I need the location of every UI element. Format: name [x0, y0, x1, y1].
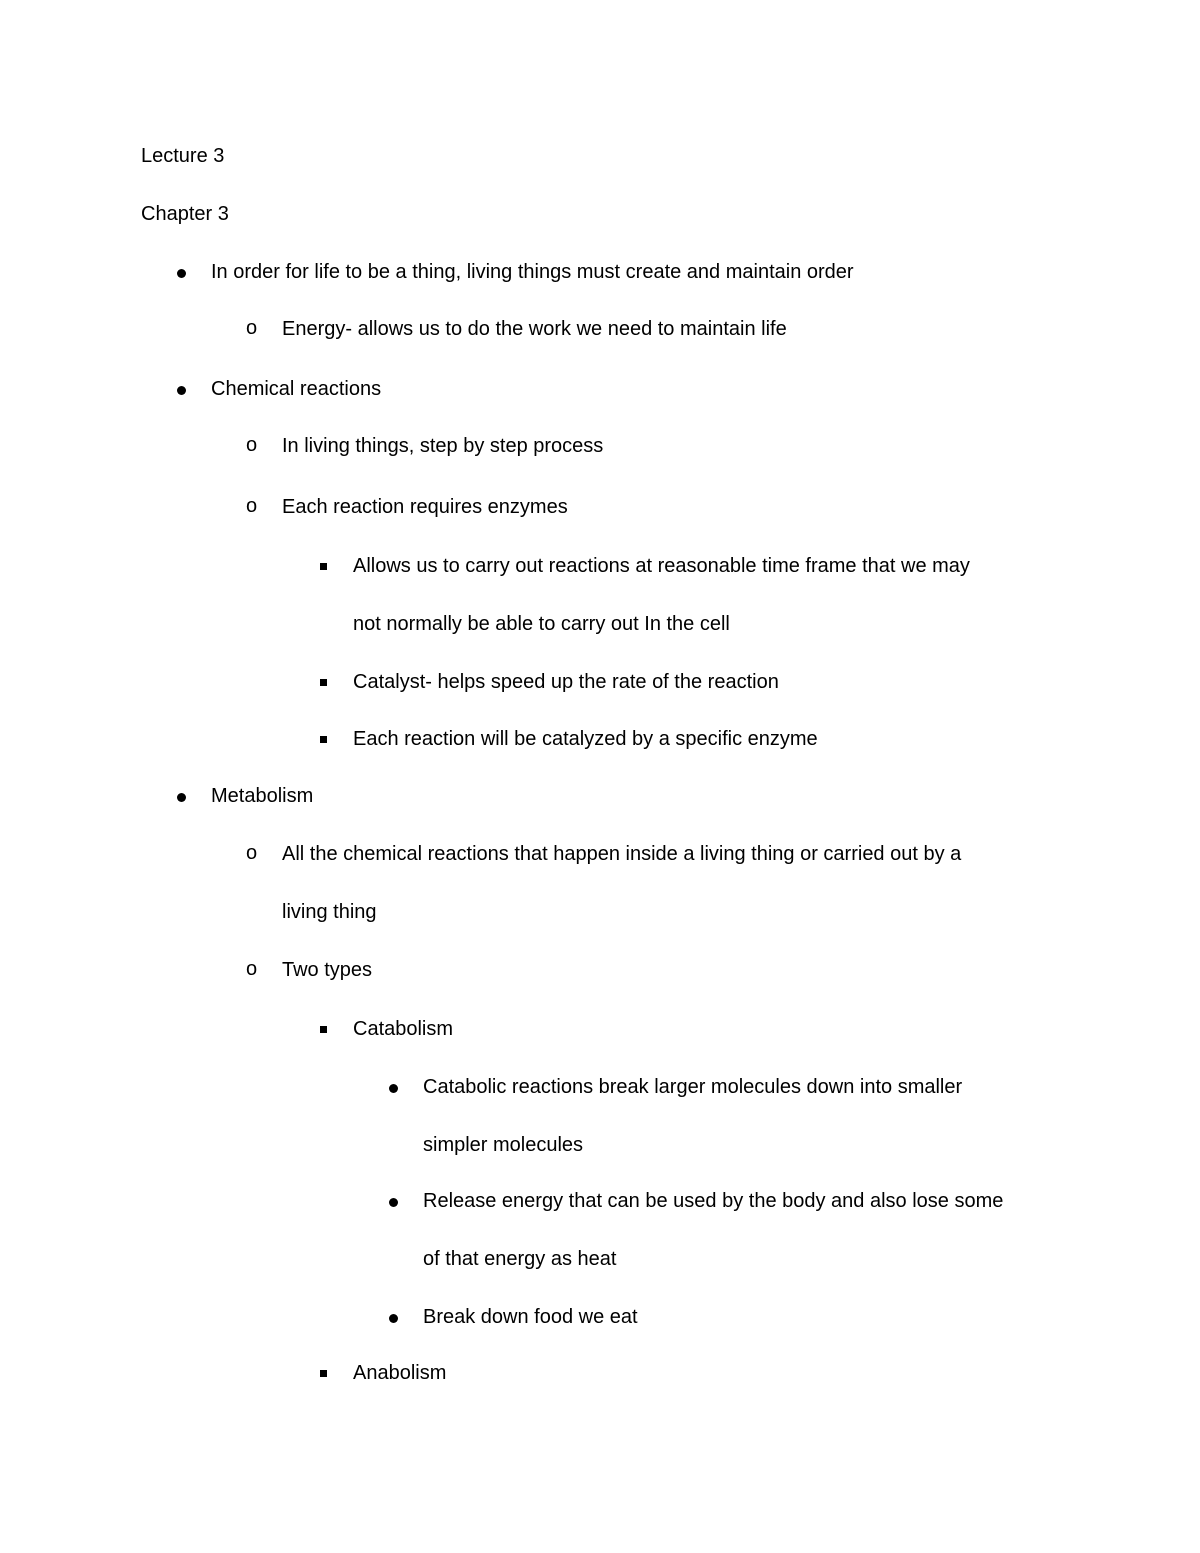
list-item: Release energy that can be used by the body and also lose some [423, 1190, 1004, 1212]
list-item-continuation: living thing [282, 901, 377, 923]
bullet-square-icon [320, 679, 327, 686]
list-item: Each reaction requires enzymes [282, 496, 568, 518]
bullet-square-icon [320, 1026, 327, 1033]
list-item: Catabolic reactions break larger molecules down into smaller [423, 1076, 963, 1098]
bullet-square-icon [320, 1370, 327, 1377]
list-item: Anabolism [353, 1362, 447, 1384]
list-item-continuation: of that energy as heat [423, 1248, 617, 1270]
bullet-circle-icon: o [246, 495, 258, 517]
bullet-disc-icon [389, 1084, 398, 1093]
bullet-disc-icon [177, 793, 186, 802]
list-item: Chemical reactions [211, 378, 382, 400]
list-item: Each reaction will be catalyzed by a specific enzyme [353, 728, 818, 750]
list-item-continuation: simpler molecules [423, 1134, 584, 1156]
list-item: Two types [282, 959, 373, 981]
list-item: Break down food we eat [423, 1306, 638, 1328]
bullet-square-icon [320, 563, 327, 570]
list-item: Energy- allows us to do the work we need to maintain life [282, 318, 787, 340]
bullet-disc-icon [389, 1314, 398, 1323]
bullet-disc-icon [177, 269, 186, 278]
list-item: In order for life to be a thing, living things must create and maintain order [211, 261, 854, 283]
page-title: Lecture 3 [141, 145, 225, 167]
bullet-disc-icon [389, 1198, 398, 1207]
bullet-disc-icon [177, 386, 186, 395]
list-item: Catalyst- helps speed up the rate of the reaction [353, 671, 779, 693]
list-item: In living things, step by step process [282, 435, 604, 457]
bullet-square-icon [320, 736, 327, 743]
bullet-circle-icon: o [246, 842, 258, 864]
bullet-circle-icon: o [246, 434, 258, 456]
bullet-circle-icon: o [246, 317, 258, 339]
bullet-circle-icon: o [246, 958, 258, 980]
chapter-heading: Chapter 3 [141, 203, 229, 225]
list-item: All the chemical reactions that happen inside a living thing or carried out by a [282, 843, 962, 865]
list-item-continuation: not normally be able to carry out In the cell [353, 613, 730, 635]
list-item: Allows us to carry out reactions at reasonable time frame that we may [353, 555, 970, 577]
list-item: Metabolism [211, 785, 314, 807]
list-item: Catabolism [353, 1018, 454, 1040]
